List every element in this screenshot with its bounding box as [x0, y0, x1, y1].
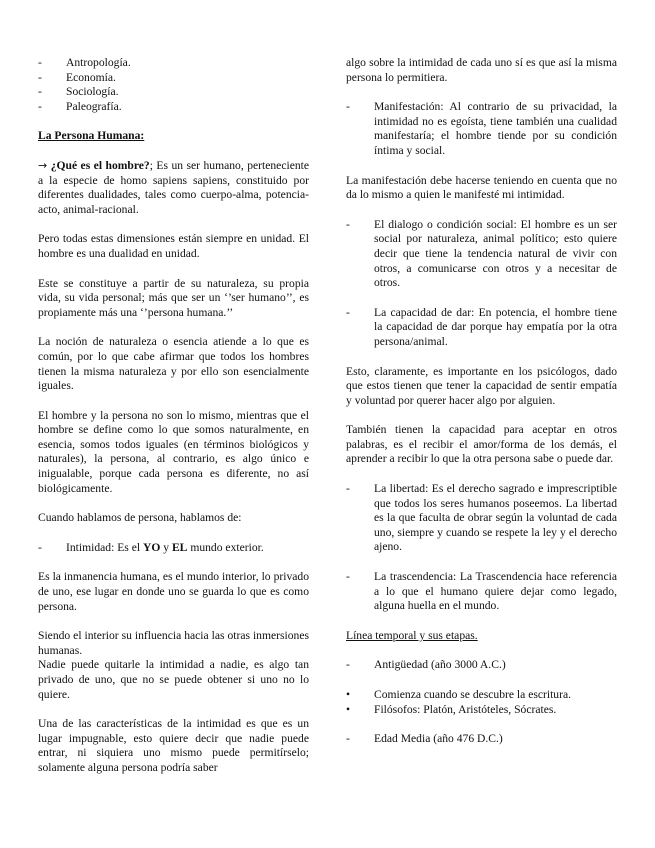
list-item: • Filósofos: Platón, Aristóteles, Sócrates.: [346, 702, 557, 716]
paragraph: El hombre y la persona no son lo mismo, mientras que el hombre se define como lo que somos naturalmente, en esencia, somos todos iguales (en términos biológicos y naturales), la persona, al contrario, es algo único e inigualable, porque cada persona es diferente, no así biológicamente.: [38, 408, 309, 495]
intimidad-item: - Intimidad: Es el YO y EL mundo exterior.: [38, 540, 264, 554]
libertad-item: - La libertad: Es el derecho sagrado e imprescriptible que todos los seres humanos poseemos. La libertad es la que faculta de obrar según la voluntad de cada uno, siempre y cuando se respete la ley y el derecho ajeno.: [346, 482, 617, 554]
paragraph: La manifestación debe hacerse teniendo en cuenta que no da lo mismo a quien le manifesté mi intimidad.: [346, 173, 617, 202]
list-item: - Sociología.: [38, 85, 119, 99]
paragraph: Este se constituye a partir de su naturaleza, su propia vida, su vida personal; más que ser un ‘’ser humano’’, es propiamente más una ‘’persona humana.’’: [38, 276, 309, 319]
paragraph: Es la inmanencia humana, es el mundo interior, lo privado de uno, ese lugar en donde uno se guarda lo que es como persona.: [38, 570, 309, 613]
bullet-list: [346, 688, 617, 717]
list-item: • Comienza cuando se descubre la escritura.: [346, 688, 572, 701]
list-item: - Paleografía.: [38, 99, 122, 113]
trascendencia-item: - La trascendencia: La Trascendencia hace referencia a lo que el humano quiere dejar como legado, alguna huella en el mundo.: [346, 570, 617, 613]
paragraph: Una de las características de la intimidad es que es un lugar impugnable, esto quiere decir que nadie puede entrar, ni siquiera uno mismo puede permitírselo; solamente alguna persona podría saber: [38, 717, 309, 774]
manifestacion-item: - Manifestación: Al contrario de su privacidad, la intimidad no es egoísta, tiene también una cualidad manifestaría; el hombre tiende por su condición íntima y social.: [346, 100, 617, 157]
antiguedad-item: - Antigüedad (año 3000 A.C.): [346, 658, 506, 672]
question-text: ¿Qué es el hombre?: [50, 158, 150, 172]
bullet-icon: •: [346, 688, 351, 701]
paragraph: Nadie puede quitarle la intimidad a nadie, es algo tan privado de uno, que no se puede obtener si uno no lo quiere.: [38, 658, 309, 701]
bullet-icon: •: [346, 702, 351, 716]
timeline-heading: Línea temporal y sus etapas.: [346, 628, 478, 642]
section-heading: La Persona Humana:: [38, 129, 145, 143]
paragraph: Esto, claramente, es importante en los psicólogos, dado que estos tienen que tener la capacidad de sentir empatía y voluntad por querer hacer algo por alguien.: [346, 364, 617, 407]
left-column: [38, 56, 309, 776]
list-item: - Antropología.: [38, 56, 131, 69]
right-column: [346, 56, 617, 747]
paragraph: También tienen la capacidad para aceptar en otros palabras, es el recibir el amor/forma de los demás, el aprender a recibir lo que la otra persona sabe o puede dar.: [346, 423, 617, 466]
dar-item: - La capacidad de dar: En potencia, el hombre tiene la capacidad de dar porque hay empatía por la otra persona/animal.: [346, 305, 617, 348]
paragraph: La noción de naturaleza o esencia atiende a lo que es común, por lo que cabe afirmar que todos los hombres tienen la misma naturaleza y por ello son esencialmente iguales.: [38, 335, 309, 393]
list-item: - Economía.: [38, 70, 116, 84]
dialogo-item: - El dialogo o condición social: El hombre es un ser social por naturaleza, animal político; esto quiere decir que tiene la tendencia natural de vivir con otros, a comunicarse con otros y a necesitar de otros.: [346, 217, 617, 290]
paragraph: Pero todas estas dimensiones están siempre en unidad. El hombre es una dualidad en unidad.: [38, 232, 309, 260]
edad-media-item: - Edad Media (año 476 D.C.): [346, 732, 503, 746]
discipline-list: [38, 56, 309, 114]
paragraph: algo sobre la intimidad de cada uno sí es que así la misma persona lo permitiera.: [346, 56, 617, 84]
arrow-icon: →: [38, 158, 48, 172]
paragraph: Siendo el interior su influencia hacia las otras inmersiones humanas.: [38, 629, 309, 657]
paragraph: Cuando hablamos de persona, hablamos de:: [38, 511, 242, 525]
question-paragraph: → ¿Qué es el hombre?; Es un ser humano, perteneciente a la especie de homo sapiens sapiens, constituido por diferentes dualidades, tales como cuerpo-alma, potencia-acto, animal-racional.: [38, 158, 309, 216]
